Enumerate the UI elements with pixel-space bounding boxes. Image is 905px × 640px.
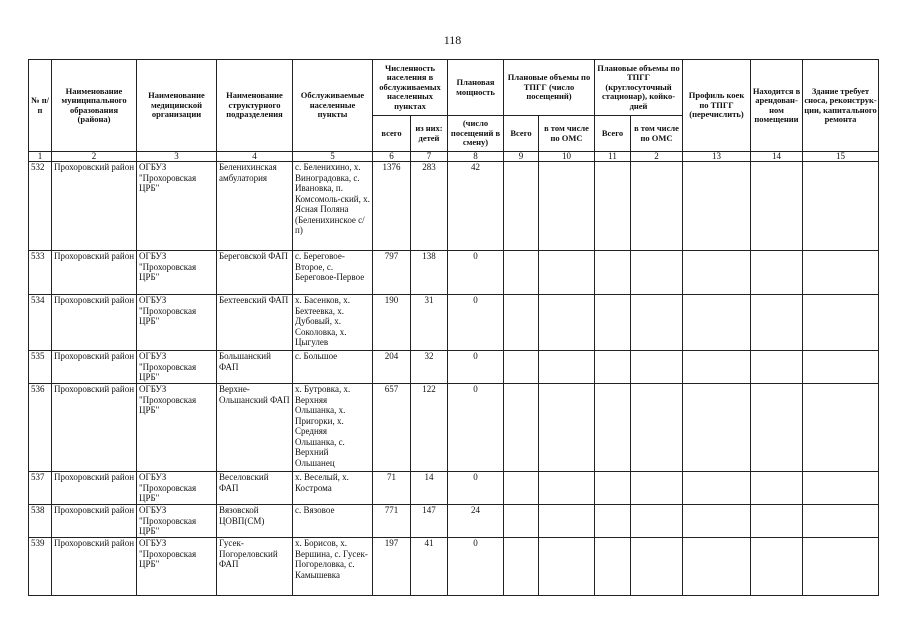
row-bed-profile [683,505,751,538]
row-bed-profile [683,351,751,384]
row-settlements: с. Большое [293,351,373,384]
row-repair [803,251,879,295]
column-number: 13 [683,152,751,162]
row-organization: ОГБУЗ "Прохоровская ЦРБ" [137,351,217,384]
row-repair [803,351,879,384]
row-population-kids: 138 [411,251,448,295]
row-population-total: 204 [373,351,411,384]
row-inpatient-total [595,472,631,505]
table-row [29,472,879,505]
row-visits-total [504,384,539,472]
column-number: 11 [595,152,631,162]
row-visits-total [504,351,539,384]
row-rented [751,295,803,351]
row-rented [751,538,803,596]
row-repair [803,162,879,251]
column-number: 8 [448,152,504,162]
row-settlements: х. Бутровка, х. Верхняя Ольшанка, х. Пригорки, х. Средняя Ольшанка, с. Верхний Ольшанец [293,384,373,472]
row-population-kids: 14 [411,472,448,505]
row-settlements: с. Беленихино, х. Виноградовка, с. Ивановка, п. Комсомоль-ский, х. Ясная Поляна (Беленихинское с/п) [293,162,373,251]
row-visits-oms [539,162,595,251]
row-inpatient-oms [631,295,683,351]
row-population-kids: 41 [411,538,448,596]
row-index: 535 [29,351,52,384]
row-district: Прохоровский район [52,351,137,384]
row-rented [751,351,803,384]
row-organization: ОГБУЗ "Прохоровская ЦРБ" [137,538,217,596]
header-visits-total: Всего [504,116,539,152]
row-inpatient-oms [631,351,683,384]
header-settlements: Обслуживаемые населенные пункты [293,60,373,152]
row-capacity: 42 [448,162,504,251]
row-inpatient-total [595,384,631,472]
row-settlements: х. Веселый, х. Кострома [293,472,373,505]
column-number-row [29,152,879,162]
table-row [29,384,879,472]
row-district: Прохоровский район [52,295,137,351]
row-bed-profile [683,472,751,505]
row-capacity: 0 [448,251,504,295]
column-number: 14 [751,152,803,162]
column-number: 10 [539,152,595,162]
header-capacity: Плановая мощность [448,60,504,116]
row-unit: Верхне-Ольшанский ФАП [217,384,293,472]
row-population-total: 190 [373,295,411,351]
row-unit: Веселовский ФАП [217,472,293,505]
row-population-kids: 147 [411,505,448,538]
row-population-kids: 31 [411,295,448,351]
header-population-kids: из них: детей [411,116,448,152]
row-capacity: 0 [448,472,504,505]
table-row [29,295,879,351]
row-population-total: 657 [373,384,411,472]
header-inpatient-oms: в том числе по ОМС [631,116,683,152]
row-visits-oms [539,505,595,538]
row-index: 539 [29,538,52,596]
column-number: 4 [217,152,293,162]
row-district: Прохоровский район [52,162,137,251]
row-visits-oms [539,295,595,351]
row-rented [751,472,803,505]
row-visits-total [504,295,539,351]
facilities-table [28,59,879,596]
row-organization: ОГБУЗ "Прохоровская ЦРБ" [137,295,217,351]
row-bed-profile [683,162,751,251]
row-rented [751,162,803,251]
row-index: 533 [29,251,52,295]
row-unit: Белениxинская амбулатория [217,162,293,251]
table-row [29,351,879,384]
row-settlements: с. Вязовое [293,505,373,538]
row-population-total: 771 [373,505,411,538]
row-visits-total [504,505,539,538]
column-number: 7 [411,152,448,162]
row-bed-profile [683,384,751,472]
row-visits-total [504,162,539,251]
row-inpatient-total [595,295,631,351]
row-bed-profile [683,295,751,351]
row-visits-total [504,538,539,596]
column-number: 6 [373,152,411,162]
row-organization: ОГБУЗ "Прохоровская ЦРБ" [137,505,217,538]
column-number: 2 [631,152,683,162]
row-capacity: 0 [448,295,504,351]
row-inpatient-total [595,251,631,295]
row-settlements: х. Басенков, х. Бехтеевка, х. Дубовый, х. Соколовка, х. Цыгулев [293,295,373,351]
row-visits-total [504,472,539,505]
column-number: 9 [504,152,539,162]
row-visits-oms [539,472,595,505]
row-unit: Гусек-Погореловский ФАП [217,538,293,596]
column-number: 15 [803,152,879,162]
row-population-kids: 283 [411,162,448,251]
row-population-total: 71 [373,472,411,505]
row-inpatient-total [595,351,631,384]
column-number: 5 [293,152,373,162]
row-organization: ОГБУЗ "Прохоровская ЦРБ" [137,384,217,472]
row-district: Прохоровский район [52,251,137,295]
row-inpatient-total [595,538,631,596]
row-population-kids: 32 [411,351,448,384]
row-capacity: 24 [448,505,504,538]
header-visits: Плановые объемы по ТПГГ (число посещений) [504,60,595,116]
row-settlements: х. Борисов, х. Вершина, с. Гусек-Погореловка, с. Камышевка [293,538,373,596]
row-capacity: 0 [448,351,504,384]
row-inpatient-total [595,162,631,251]
row-inpatient-oms [631,472,683,505]
row-unit: Большанский ФАП [217,351,293,384]
row-inpatient-oms [631,162,683,251]
row-index: 534 [29,295,52,351]
row-repair [803,295,879,351]
row-settlements: с. Береговое-Второе, с. Береговое-Первое [293,251,373,295]
header-inpatient: Плановые объемы по ТПГГ (круглосуточный стационар), койко-дней [595,60,683,116]
row-index: 537 [29,472,52,505]
row-inpatient-oms [631,384,683,472]
row-rented [751,251,803,295]
header-visits-oms: в том числе по ОМС [539,116,595,152]
row-rented [751,384,803,472]
row-index: 538 [29,505,52,538]
header-population: Численность населения в обслуживаемых населенных пунктах [373,60,448,116]
column-number: 1 [29,152,52,162]
header-inpatient-total: Всего [595,116,631,152]
row-rented [751,505,803,538]
row-bed-profile [683,251,751,295]
row-population-total: 197 [373,538,411,596]
row-inpatient-oms [631,538,683,596]
header-rented: Находится в арендован-ном помещении [751,60,803,152]
table-row [29,538,879,596]
row-district: Прохоровский район [52,505,137,538]
row-unit: Береговской ФАП [217,251,293,295]
row-organization: ОГБУЗ "Прохоровская ЦРБ" [137,162,217,251]
row-visits-oms [539,538,595,596]
row-repair [803,505,879,538]
header-bed-profile: Профиль коек по ТПГГ (перечислить) [683,60,751,152]
header-capacity-unit: (число посещений в смену) [448,116,504,152]
row-district: Прохоровский район [52,538,137,596]
header-organization: Наименование медицинской организации [137,60,217,152]
column-number: 3 [137,152,217,162]
page-number: 118 [443,33,462,47]
row-index: 532 [29,162,52,251]
table-row [29,251,879,295]
row-index: 536 [29,384,52,472]
row-district: Прохоровский район [52,384,137,472]
row-population-total: 1376 [373,162,411,251]
row-capacity: 0 [448,384,504,472]
row-unit: Вязовской ЦОВП(СМ) [217,505,293,538]
row-population-kids: 122 [411,384,448,472]
row-district: Прохоровский район [52,472,137,505]
row-capacity: 0 [448,538,504,596]
row-organization: ОГБУЗ "Прохоровская ЦРБ" [137,251,217,295]
header-unit: Наименование структурного подразделения [217,60,293,152]
row-organization: ОГБУЗ "Прохоровская ЦРБ" [137,472,217,505]
row-inpatient-oms [631,251,683,295]
header-repair: Здание требует сноса, реконструк-ции, капитального ремонта [803,60,879,152]
row-repair [803,472,879,505]
row-population-total: 797 [373,251,411,295]
row-inpatient-total [595,505,631,538]
row-repair [803,384,879,472]
row-visits-oms [539,351,595,384]
table-row [29,162,879,251]
row-unit: Бехтеевский ФАП [217,295,293,351]
table-row [29,505,879,538]
header-index: № п/п [29,60,52,152]
row-visits-total [504,251,539,295]
row-bed-profile [683,538,751,596]
row-visits-oms [539,384,595,472]
row-repair [803,538,879,596]
row-inpatient-oms [631,505,683,538]
header-population-total: всего [373,116,411,152]
header-district: Наименование муниципального образования (района) [52,60,137,152]
column-number: 2 [52,152,137,162]
row-visits-oms [539,251,595,295]
